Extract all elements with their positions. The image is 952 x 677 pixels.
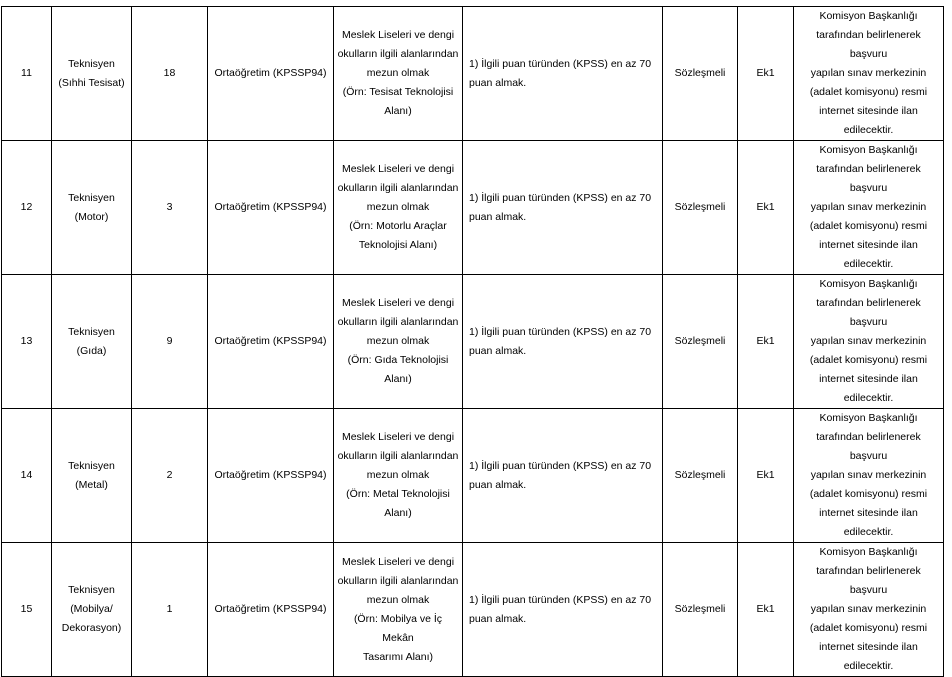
position-title-line: (Sıhhi Tesisat)	[58, 76, 125, 89]
qualification-line: okulların ilgili alanlarından	[337, 450, 459, 462]
annex-text: Ek1	[756, 67, 775, 79]
position-count-text: 9	[166, 335, 173, 347]
condition-cell	[463, 275, 663, 409]
qualification-line: (Örn: Metal Teknolojisi	[346, 488, 450, 500]
position-count-text: 1	[166, 603, 173, 615]
row-number-cell	[2, 275, 52, 409]
annex-cell	[738, 7, 794, 141]
position-count-text: 3	[166, 201, 173, 213]
exam-info-line: edilecektir.	[843, 660, 894, 672]
exam-info-line: (adalet komisyonu) resmi	[809, 488, 928, 500]
position-count-cell	[132, 7, 208, 141]
annex-cell	[738, 141, 794, 275]
position-title-line: Teknisyen	[68, 57, 115, 70]
row-number-cell	[2, 543, 52, 677]
condition-cell	[463, 409, 663, 543]
exam-info-line: tarafından belirlenerek başvuru	[816, 431, 921, 462]
qualification-line: Meslek Liseleri ve dengi	[341, 163, 455, 175]
table-body	[2, 7, 944, 677]
row-number-text: 14	[20, 469, 33, 481]
condition-cell	[463, 7, 663, 141]
education-level-cell	[208, 7, 334, 141]
exam-info-line: tarafından belirlenerek başvuru	[816, 565, 921, 596]
education-level-cell	[208, 275, 334, 409]
exam-info-line: tarafından belirlenerek başvuru	[816, 163, 921, 194]
exam-info-line: internet sitesinde ilan	[819, 507, 918, 519]
qualification-line: (Örn: Tesisat Teknolojisi	[342, 86, 454, 98]
position-count-cell	[132, 141, 208, 275]
qualification-cell	[334, 409, 463, 543]
exam-info-line: edilecektir.	[843, 526, 894, 538]
employment-type-cell	[663, 409, 738, 543]
table-row	[2, 141, 944, 275]
exam-info-line: internet sitesinde ilan	[819, 641, 918, 653]
position-title-cell	[52, 543, 132, 677]
qualification-line: Alanı)	[384, 105, 412, 117]
employment-type-cell	[663, 141, 738, 275]
row-number-cell	[2, 141, 52, 275]
condition-line: puan almak.	[469, 210, 527, 223]
education-level-cell	[208, 409, 334, 543]
exam-info-line: Komisyon Başkanlığı	[819, 412, 918, 424]
condition-cell	[463, 543, 663, 677]
condition-line: 1) İlgili puan türünden (KPSS) en az 70	[469, 57, 652, 70]
qualification-cell	[334, 275, 463, 409]
position-title-line: Teknisyen	[68, 459, 115, 472]
position-title-line: Dekorasyon)	[61, 622, 122, 634]
qualification-line: Meslek Liseleri ve dengi	[341, 297, 455, 309]
annex-cell	[738, 409, 794, 543]
exam-info-line: internet sitesinde ilan	[819, 105, 918, 117]
qualification-cell	[334, 141, 463, 275]
table-row	[2, 543, 944, 677]
qualification-line: mezun olmak	[366, 593, 430, 606]
exam-info-line: Komisyon Başkanlığı	[819, 278, 918, 290]
qualification-line: okulların ilgili alanlarından	[337, 316, 459, 328]
position-title-line: Teknisyen	[68, 584, 115, 596]
row-number-cell	[2, 7, 52, 141]
qualification-cell	[334, 7, 463, 141]
exam-info-line: tarafından belirlenerek başvuru	[816, 29, 921, 60]
employment-type-text: Sözleşmeli	[674, 201, 726, 213]
condition-line: puan almak.	[469, 344, 527, 357]
annex-text: Ek1	[756, 469, 775, 481]
qualification-line: Meslek Liseleri ve dengi	[341, 29, 455, 41]
exam-info-line: internet sitesinde ilan	[819, 239, 918, 251]
exam-info-line: yapılan sınav merkezinin	[810, 603, 927, 615]
education-level-text: Ortaöğretim (KPSSP94)	[214, 67, 327, 79]
position-count-cell	[132, 275, 208, 409]
exam-info-cell	[794, 275, 944, 409]
exam-info-line: (adalet komisyonu) resmi	[809, 220, 928, 232]
condition-line: puan almak.	[469, 612, 527, 625]
exam-info-line: (adalet komisyonu) resmi	[809, 86, 928, 98]
annex-cell	[738, 275, 794, 409]
qualification-line: okulların ilgili alanlarından	[337, 48, 459, 60]
qualification-line: mezun olmak	[366, 335, 430, 347]
exam-info-cell	[794, 409, 944, 543]
row-number-text: 13	[20, 335, 33, 347]
qualification-line: (Örn: Motorlu Araçlar	[349, 220, 447, 232]
position-count-cell	[132, 409, 208, 543]
qualification-cell	[334, 543, 463, 677]
exam-info-line: yapılan sınav merkezinin	[810, 469, 927, 481]
exam-info-line: edilecektir.	[843, 258, 894, 270]
education-level-text: Ortaöğretim (KPSSP94)	[214, 201, 327, 213]
exam-info-line: yapılan sınav merkezinin	[810, 201, 927, 213]
position-title-cell	[52, 275, 132, 409]
position-title-line: (Gıda)	[76, 344, 107, 357]
table-row	[2, 409, 944, 543]
annex-text: Ek1	[756, 201, 775, 213]
qualification-line: Teknolojisi Alanı)	[358, 239, 438, 251]
exam-info-line: (adalet komisyonu) resmi	[809, 622, 928, 634]
position-count-text: 2	[166, 469, 173, 481]
exam-info-line: yapılan sınav merkezinin	[810, 67, 927, 79]
qualification-line: Meslek Liseleri ve dengi	[341, 431, 455, 443]
position-title-cell	[52, 7, 132, 141]
position-title-line: (Mobilya/	[70, 603, 113, 615]
positions-table	[1, 6, 944, 677]
exam-info-line: edilecektir.	[843, 392, 894, 404]
employment-type-text: Sözleşmeli	[674, 335, 726, 347]
position-title-cell	[52, 409, 132, 543]
condition-line: 1) İlgili puan türünden (KPSS) en az 70	[469, 325, 652, 338]
qualification-line: mezun olmak	[366, 201, 430, 213]
position-title-line: (Metal)	[75, 478, 108, 491]
condition-line: 1) İlgili puan türünden (KPSS) en az 70	[469, 191, 652, 204]
exam-info-line: (adalet komisyonu) resmi	[809, 354, 928, 366]
position-title-line: (Motor)	[74, 210, 109, 223]
education-level-text: Ortaöğretim (KPSSP94)	[214, 469, 327, 481]
employment-type-cell	[663, 275, 738, 409]
table-row	[2, 7, 944, 141]
employment-type-cell	[663, 7, 738, 141]
qualification-line: mezun olmak	[366, 67, 430, 79]
annex-text: Ek1	[756, 603, 775, 615]
exam-info-line: yapılan sınav merkezinin	[810, 335, 927, 347]
employment-type-text: Sözleşmeli	[674, 67, 726, 79]
qualification-line: Alanı)	[384, 373, 412, 385]
annex-text: Ek1	[756, 335, 775, 347]
position-title-line: Teknisyen	[68, 191, 115, 204]
education-level-text: Ortaöğretim (KPSSP94)	[214, 603, 327, 615]
education-level-cell	[208, 141, 334, 275]
qualification-line: okulların ilgili alanlarından	[337, 182, 459, 194]
employment-type-text: Sözleşmeli	[674, 603, 726, 615]
employment-type-cell	[663, 543, 738, 677]
education-level-text: Ortaöğretim (KPSSP94)	[214, 335, 327, 347]
position-count-cell	[132, 543, 208, 677]
row-number-cell	[2, 409, 52, 543]
exam-info-cell	[794, 543, 944, 677]
row-number-text: 12	[20, 201, 33, 213]
qualification-line: (Örn: Mobilya ve İç Mekân	[353, 612, 443, 644]
qualification-line: Alanı)	[384, 507, 412, 519]
row-number-text: 11	[21, 67, 32, 79]
annex-cell	[738, 543, 794, 677]
exam-info-line: tarafından belirlenerek başvuru	[816, 297, 921, 328]
table-row	[2, 275, 944, 409]
exam-info-line: edilecektir.	[843, 124, 894, 136]
exam-info-line: internet sitesinde ilan	[819, 373, 918, 385]
row-number-text: 15	[20, 603, 33, 615]
education-level-cell	[208, 543, 334, 677]
position-title-cell	[52, 141, 132, 275]
qualification-line: mezun olmak	[366, 469, 430, 481]
exam-info-line: Komisyon Başkanlığı	[819, 10, 918, 22]
qualification-line: Tasarımı Alanı)	[362, 650, 434, 663]
qualification-line: okulların ilgili alanlarından	[337, 574, 459, 587]
exam-info-line: Komisyon Başkanlığı	[819, 144, 918, 156]
exam-info-line: Komisyon Başkanlığı	[819, 546, 918, 558]
condition-line: 1) İlgili puan türünden (KPSS) en az 70	[469, 593, 652, 606]
condition-line: puan almak.	[469, 478, 527, 491]
qualification-line: (Örn: Gıda Teknolojisi	[347, 354, 449, 366]
qualification-line: Meslek Liseleri ve dengi	[341, 555, 455, 568]
condition-line: 1) İlgili puan türünden (KPSS) en az 70	[469, 459, 652, 472]
position-title-line: Teknisyen	[68, 325, 115, 338]
position-count-text: 18	[163, 67, 176, 79]
exam-info-cell	[794, 141, 944, 275]
exam-info-cell	[794, 7, 944, 141]
condition-cell	[463, 141, 663, 275]
employment-type-text: Sözleşmeli	[674, 469, 726, 481]
condition-line: puan almak.	[469, 76, 527, 89]
